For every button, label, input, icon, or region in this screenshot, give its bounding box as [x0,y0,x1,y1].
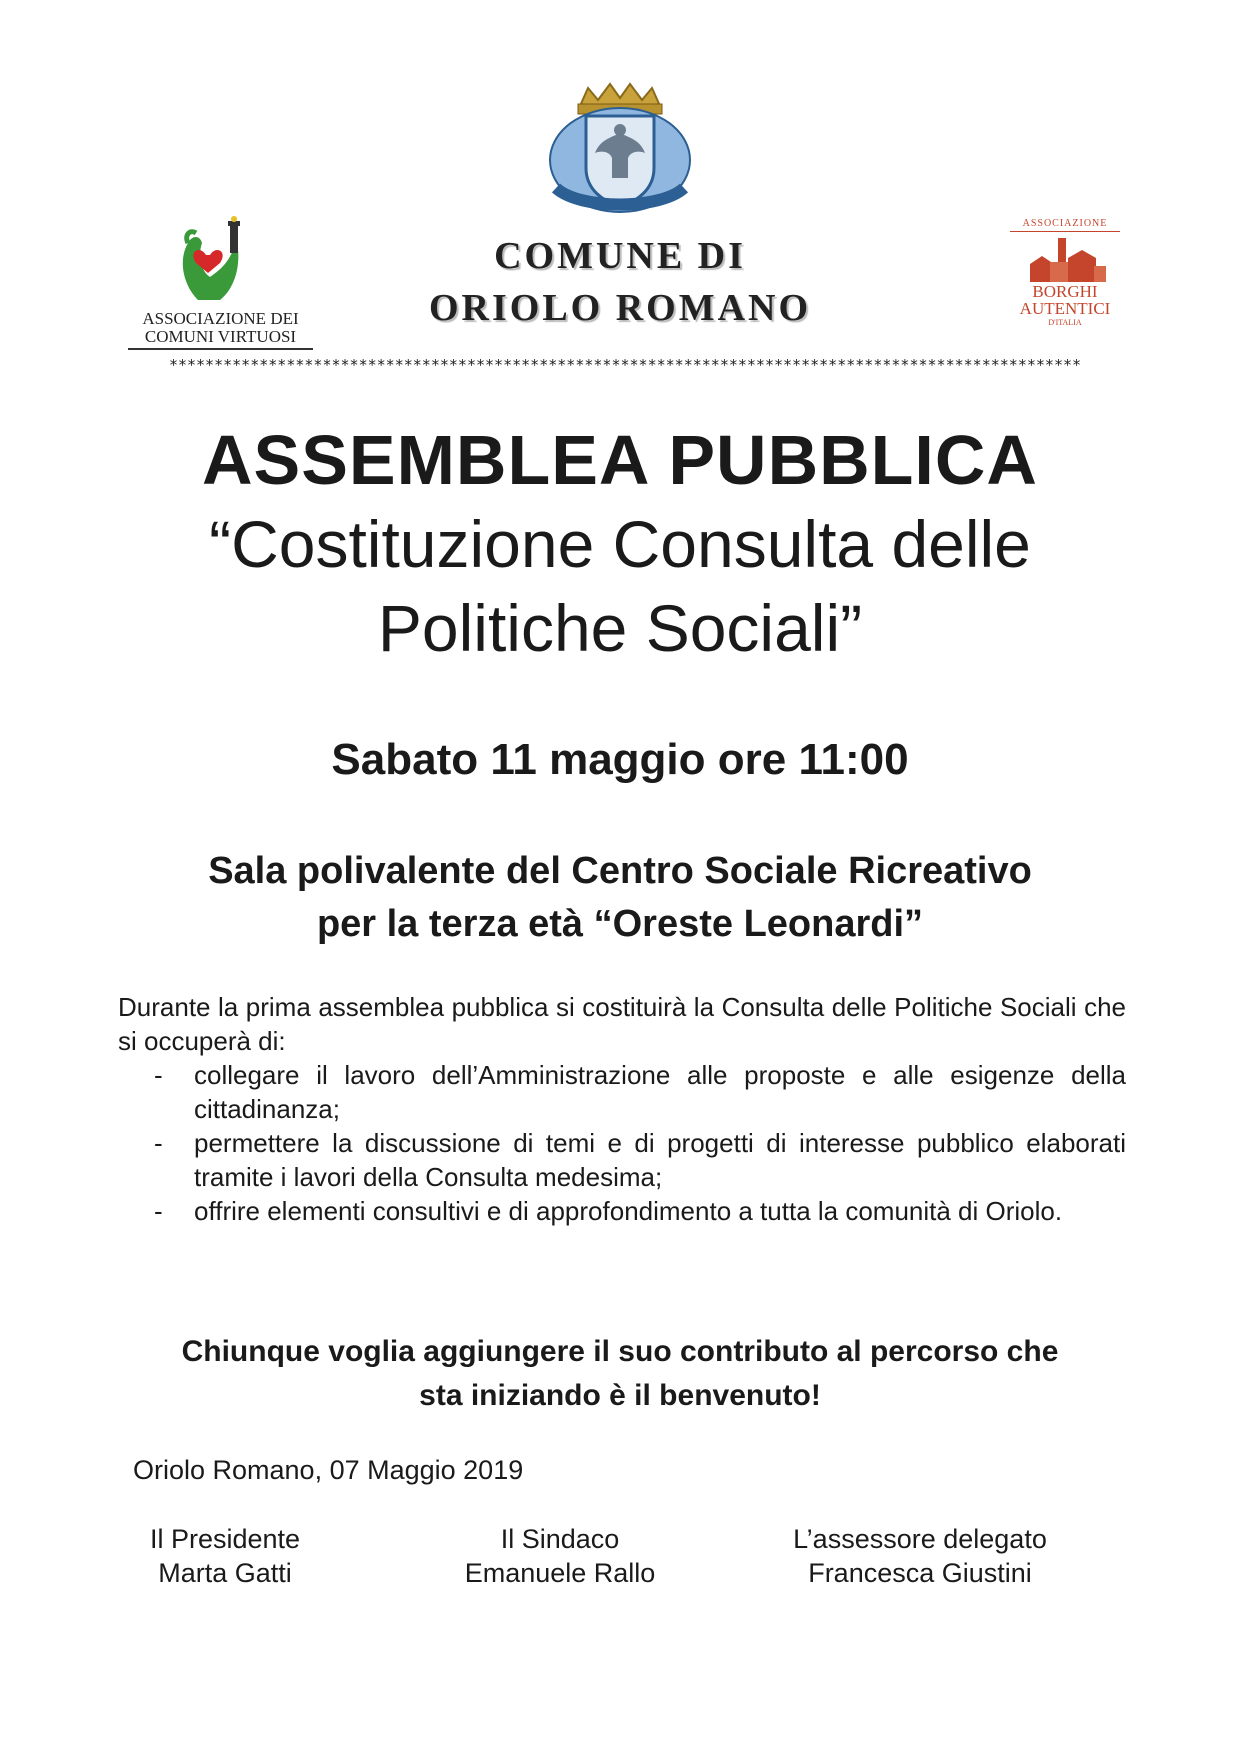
bullet-marker: - [154,1128,163,1158]
municipality-title [380,230,860,334]
borghi-name-line-2: AUTENTICI [1019,299,1111,318]
event-date: Sabato 11 maggio ore 11:00 [331,735,909,784]
subtitle-line-2: Politiche Sociali” [377,591,863,665]
signature-role: Il Presidente [149,1524,301,1554]
closing-invitation [0,1330,1240,1418]
list-item [150,1194,1126,1228]
venue-line-1: Sala polivalente del Centro Sociale Ricreativo [208,850,1032,892]
subtitle-line-1: “Costituzione Consulta delle [209,507,1031,581]
signature-councillor [770,1522,1070,1590]
list-item [150,1126,1126,1194]
comuni-virtuosi-line-2: COMUNI VIRTUOSI [144,327,297,346]
list-item-text: collegare il lavoro dell’Amministrazione alle proposte e alle esigenze della cittadinanza; [194,1060,1126,1124]
list-item-text: offrire elementi consultivi e di approfondimento a tutta la comunità di Oriolo. [194,1196,1063,1226]
subtitle [0,502,1240,670]
municipality-title-line-2: ORIOLO ROMANO [428,287,812,329]
page-title: ASSEMBLEA PUBBLICA [202,421,1038,499]
list-item-text: permettere la discussione di temi e di progetti di interesse pubblico elaborati tramite i lavori della Consulta medesima; [194,1128,1126,1192]
bullet-marker: - [154,1196,163,1226]
borghi-village-icon [1020,234,1110,284]
list-item [150,1058,1126,1126]
place-and-date: Oriolo Romano, 07 Maggio 2019 [133,1455,524,1485]
signature-mayor [440,1522,680,1590]
comuni-virtuosi-line-1: ASSOCIAZIONE DEI [142,309,299,328]
closing-line-1: Chiunque voglia aggiungere il suo contributo al percorso che [181,1335,1059,1368]
signature-name: Marta Gatti [158,1558,292,1588]
bullet-marker: - [154,1060,163,1090]
signature-role: L’assessore delegato [793,1524,1047,1554]
topics-list [150,1058,1126,1228]
venue-line-2: per la terza età “Oreste Leonardi” [316,903,924,945]
borghi-name-line-3: D'ITALIA [1048,318,1082,327]
event-venue [0,845,1240,951]
municipality-title-line-1: COMUNE DI [494,235,746,277]
signature-role: Il Sindaco [500,1524,620,1554]
signature-name: Emanuele Rallo [464,1558,656,1588]
borghi-name-line-1: BORGHI [1032,282,1098,301]
header-separator: ***************************************************************************************************** [168,356,1082,374]
oriolo-romano-crest [540,78,700,218]
signature-name: Francesca Giustini [808,1558,1032,1588]
intro-paragraph: Durante la prima assemblea pubblica si costituirà la Consulta delle Politiche Sociali che si occuperà di: [118,992,1126,1056]
signature-president [120,1522,330,1590]
closing-line-2: sta iniziando è il benvenuto! [419,1379,821,1412]
borghi-autentici-logo [1010,218,1120,358]
comuni-virtuosi-emblem [128,215,313,305]
comuni-virtuosi-logo [128,215,313,350]
borghi-associazione-label: ASSOCIAZIONE [1010,218,1120,232]
crest-icon [540,78,700,218]
